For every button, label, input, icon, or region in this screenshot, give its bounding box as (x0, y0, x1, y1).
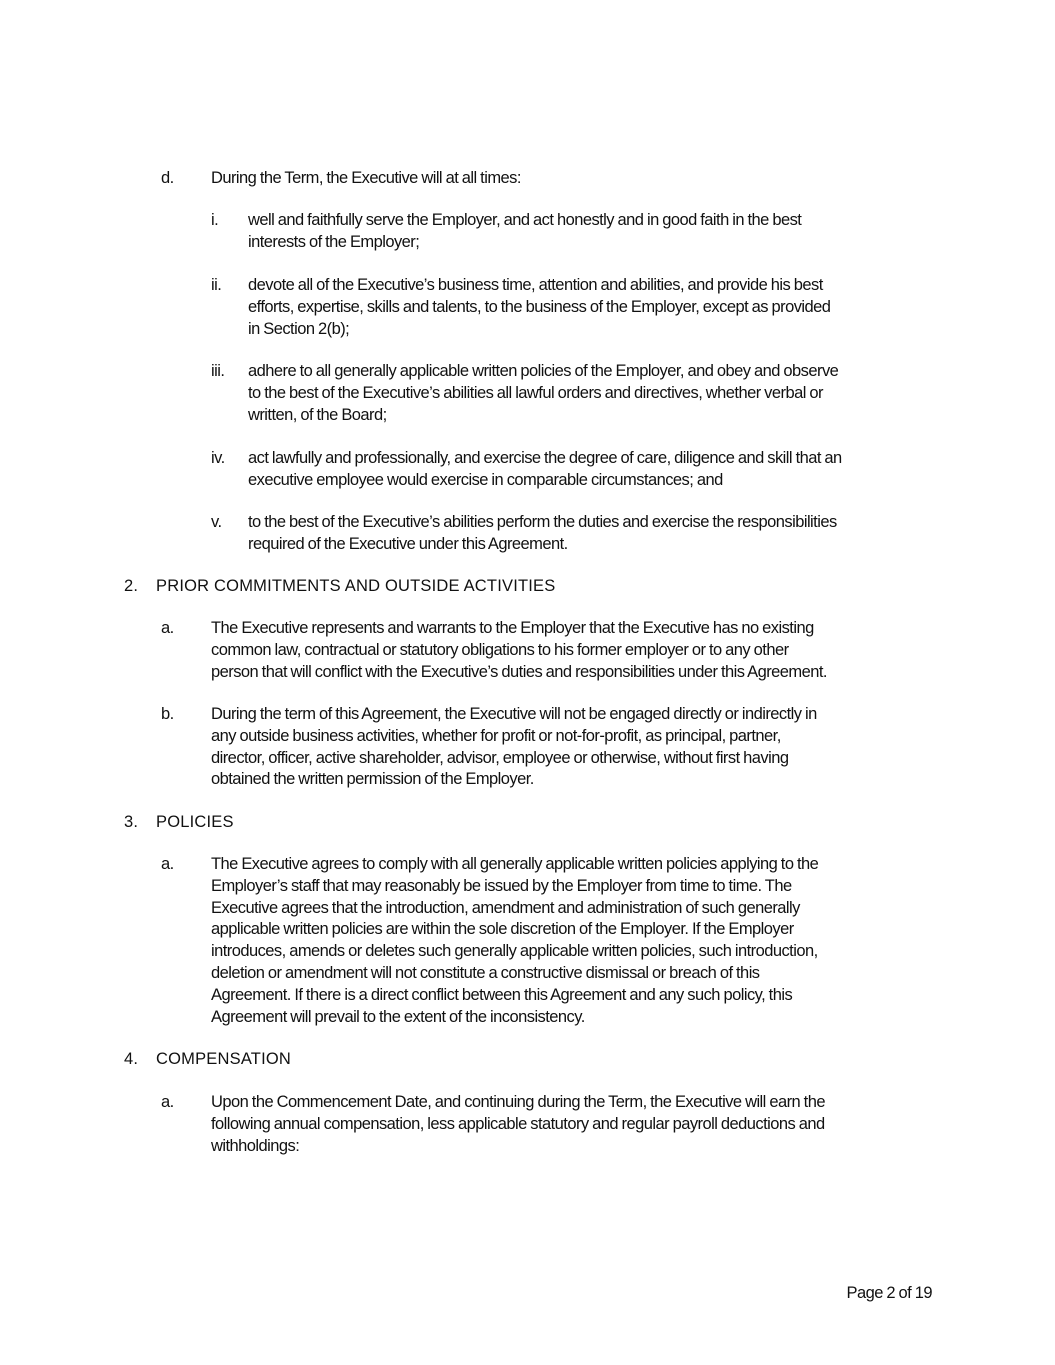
paragraph-text: During the Term, the Executive will at all times: (211, 169, 521, 187)
list-marker: v. (211, 513, 222, 531)
list-marker: a. (161, 1093, 174, 1111)
list-item: well and faithfully serve the Employer, and act honestly and in good faith in the best interests of the Employer; (248, 211, 802, 251)
list-item: The Executive agrees to comply with all generally applicable written policies applying to the Employer’s staff that may reasonably be issued by the Employer from time to time. The Executive agrees that the introduction, amendment and administration of such generally applicable written policies are within the sole discretion of the Employer. If the Employer introduces, amends or deletes such generally applicable written policies, such introduction, deletion or amendment will not constitute a constructive dismissal or breach of this Agreement. If there is a direct conflict between this Agreement and any such policy, this Agreement will prevail to the extent of the inconsistency. (211, 855, 819, 1026)
page-number: Page 2 of 19 (846, 1284, 932, 1302)
section-number: 3. (124, 813, 139, 831)
list-item: Upon the Commencement Date, and continuing during the Term, the Executive will earn the following annual compensation, less applicable statutory and regular payroll deductions and withholdings: (211, 1093, 825, 1155)
list-marker: d. (161, 169, 174, 187)
section-number: 2. (124, 577, 139, 595)
list-marker: i. (211, 211, 219, 229)
list-item: adhere to all generally applicable written policies of the Employer, and obey and observe to the best of the Executive’s abilities all lawful orders and directives, whether verbal or written, of the Board; (248, 362, 839, 424)
section-heading: PRIOR COMMITMENTS AND OUTSIDE ACTIVITIES (156, 577, 556, 595)
list-item: act lawfully and professionally, and exercise the degree of care, diligence and skill that an executive employee would exercise in comparable circumstances; and (248, 449, 842, 489)
list-item: During the term of this Agreement, the Executive will not be engaged directly or indirectly in any outside business activities, whether for profit or not-for-profit, as principal, partner, director, officer, active shareholder, advisor, employee or otherwise, without first having obtained the written permission of the Employer. (211, 705, 817, 789)
list-marker: a. (161, 619, 174, 637)
section-heading: COMPENSATION (156, 1050, 292, 1068)
list-marker: iv. (211, 449, 225, 467)
list-marker: ii. (211, 276, 222, 294)
list-marker: b. (161, 705, 174, 723)
list-item: devote all of the Executive’s business time, attention and abilities, and provide his best efforts, expertise, skills and talents, to the business of the Employer, except as provided in Section 2(b); (248, 276, 831, 338)
list-marker: a. (161, 855, 174, 873)
list-marker: iii. (211, 362, 225, 380)
section-number: 4. (124, 1050, 139, 1068)
section-heading: POLICIES (156, 813, 234, 831)
list-item: The Executive represents and warrants to the Employer that the Executive has no existing common law, contractual or statutory obligations to his former employer or to any other person that will conflict with the Executive’s duties and responsibilities under this Agreement. (211, 619, 827, 681)
list-item: to the best of the Executive’s abilities perform the duties and exercise the responsibilities required of the Executive under this Agreement. (248, 513, 837, 553)
